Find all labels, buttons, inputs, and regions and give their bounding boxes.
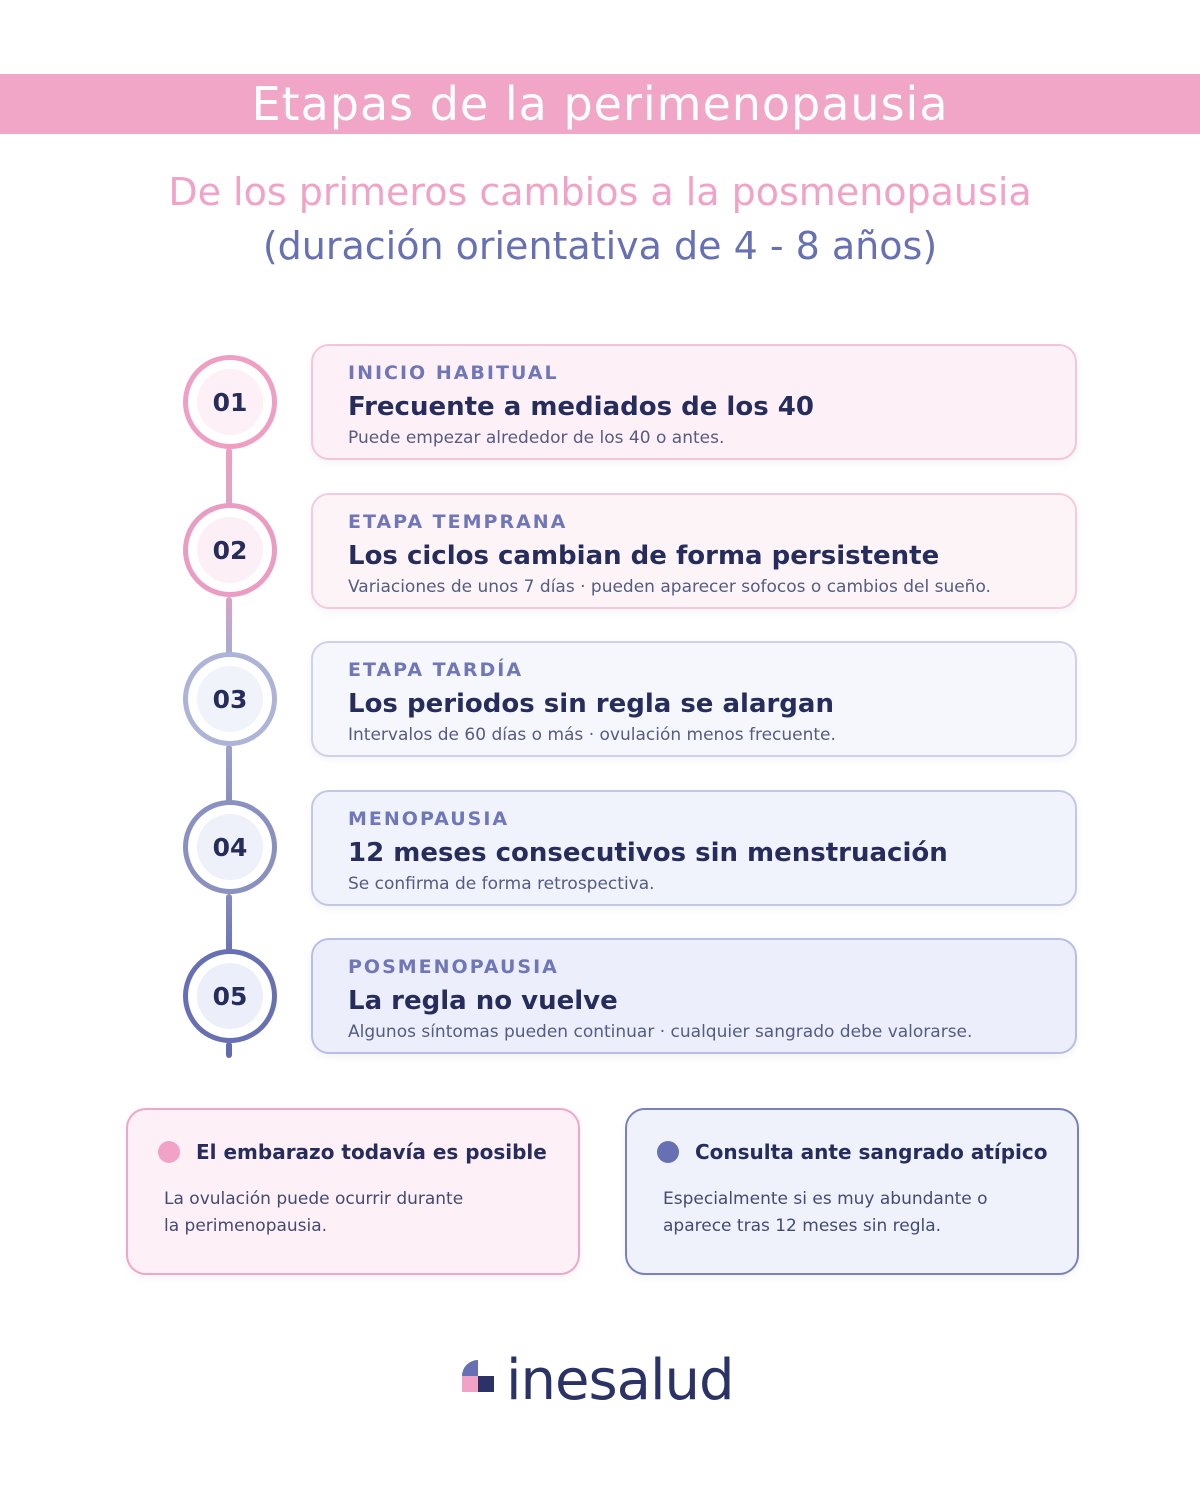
stage-label: ETAPA TARDÍA	[348, 659, 524, 681]
note-text-line: la perimenopausia.	[164, 1216, 328, 1236]
timeline-connector-2-3	[226, 597, 232, 655]
stage-number-circle	[183, 355, 277, 449]
note-text	[663, 1186, 988, 1240]
note-text-line: La ovulación puede ocurrir durante	[164, 1189, 464, 1209]
logo-text: inesalud	[506, 1348, 734, 1413]
note-text-line: aparece tras 12 meses sin regla.	[663, 1216, 942, 1236]
stage-card-temprana	[311, 493, 1077, 609]
note-text	[164, 1186, 463, 1240]
stage-title: Frecuente a mediados de los 40	[348, 392, 814, 422]
note-title: El embarazo todavía es posible	[196, 1140, 547, 1164]
bleeding-note-card	[625, 1108, 1079, 1275]
stage-description: Algunos síntomas pueden continuar · cualquier sangrado debe valorarse.	[348, 1022, 973, 1042]
timeline-connector-end	[226, 1042, 232, 1058]
stage-number: 02	[197, 517, 263, 583]
timeline-connector-1-2	[226, 448, 232, 506]
stage-number: 03	[197, 666, 263, 732]
page-title: Etapas de la perimenopausia	[251, 77, 949, 131]
note-heading	[657, 1140, 1048, 1164]
inesalud-logo	[462, 1348, 734, 1414]
stage-card-menopausia	[311, 790, 1077, 906]
stage-label: INICIO HABITUAL	[348, 362, 559, 384]
stage-number-circle	[183, 949, 277, 1043]
stage-title: Los periodos sin regla se alargan	[348, 689, 834, 719]
stage-description: Se confirma de forma retrospectiva.	[348, 874, 655, 894]
stage-number-circle	[183, 503, 277, 597]
logo-mark-icon	[462, 1358, 496, 1394]
stage-number: 04	[197, 814, 263, 880]
pink-dot-icon	[158, 1141, 180, 1163]
stage-description: Variaciones de unos 7 días · pueden aparecer sofocos o cambios del sueño.	[348, 577, 991, 597]
stage-title: La regla no vuelve	[348, 986, 618, 1016]
subtitle-line-1: De los primeros cambios a la posmenopausia	[168, 170, 1032, 214]
subtitle-line-2: (duración orientativa de 4 - 8 años)	[262, 224, 938, 268]
stage-label: ETAPA TEMPRANA	[348, 511, 568, 533]
stage-card-inicio	[311, 344, 1077, 460]
indigo-dot-icon	[657, 1141, 679, 1163]
note-title: Consulta ante sangrado atípico	[695, 1140, 1048, 1164]
stage-label: POSMENOPAUSIA	[348, 956, 559, 978]
stage-description: Intervalos de 60 días o más · ovulación menos frecuente.	[348, 725, 836, 745]
stage-number-circle	[183, 652, 277, 746]
stage-title: Los ciclos cambian de forma persistente	[348, 541, 940, 571]
timeline-connector-3-4	[226, 745, 232, 803]
note-text-line: Especialmente si es muy abundante o	[663, 1189, 988, 1209]
stage-title: 12 meses consecutivos sin menstruación	[348, 838, 948, 868]
stage-number: 01	[197, 369, 263, 435]
pregnancy-note-card	[126, 1108, 580, 1275]
stage-description: Puede empezar alrededor de los 40 o antes.	[348, 428, 725, 448]
stage-card-tardia	[311, 641, 1077, 757]
stage-number: 05	[197, 963, 263, 1029]
stage-number-circle	[183, 800, 277, 894]
timeline-connector-4-5	[226, 894, 232, 952]
note-heading	[158, 1140, 547, 1164]
stage-card-posmenopausia	[311, 938, 1077, 1054]
stage-label: MENOPAUSIA	[348, 808, 510, 830]
